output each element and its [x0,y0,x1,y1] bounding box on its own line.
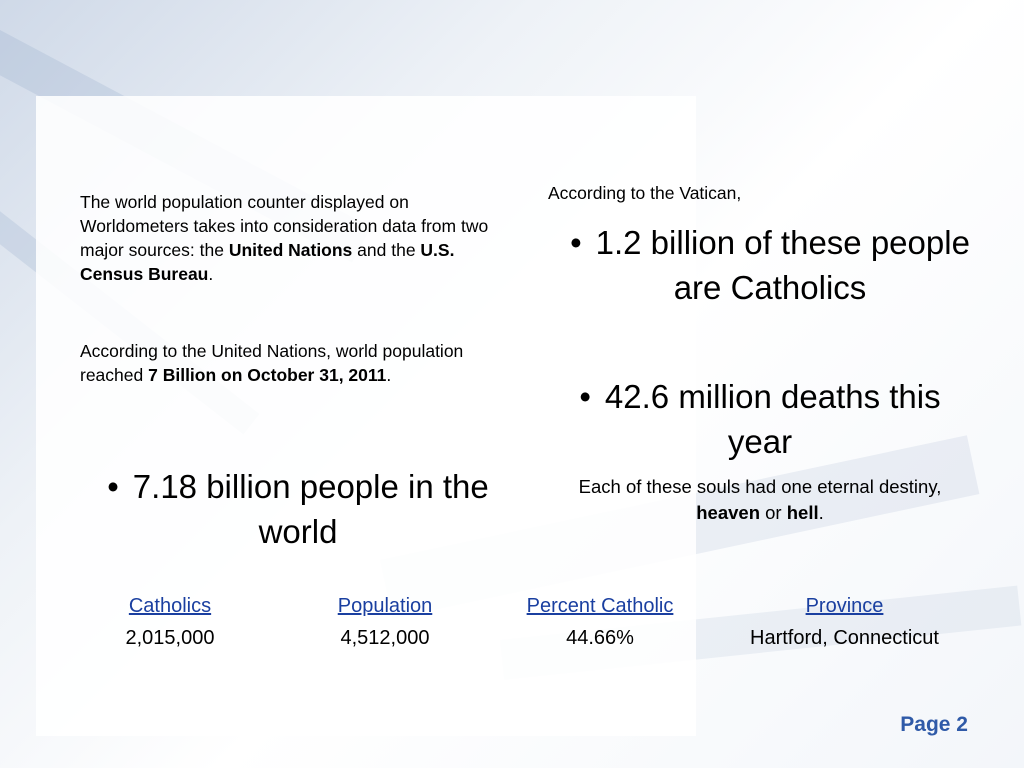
paragraph-text: . [386,365,392,385]
province-link[interactable]: Province [805,595,884,617]
bullet-icon: • [570,224,582,261]
intro-text: According to the Vatican, [548,183,742,203]
deaths-bullet [560,374,960,464]
census-bold: U.S. Census Bureau [80,240,455,284]
un-bold: United Nations [228,240,353,260]
bullet-text: 7.18 billion people in the world [132,468,489,550]
page-number: Page 2 [900,713,968,736]
catholics-value: 2,015,000 [125,627,215,649]
un-paragraph [80,339,500,387]
bullet-text: 1.2 billion of these people are Catholics [595,224,970,306]
population-link[interactable]: Population [337,595,433,617]
heaven-bold: heaven [696,502,760,523]
world-population-bullet [78,464,518,554]
percent-catholic-link[interactable]: Percent Catholic [526,595,674,617]
note-text: Each of these souls had one eternal destiny, [578,476,942,497]
paragraph-text: The world population counter displayed on Worldometers takes into consideration data from two major sources: the [80,192,489,260]
bullet-icon: • [579,378,591,415]
note-text: or [760,502,787,523]
vatican-intro [548,181,948,205]
bullet-icon: • [107,468,119,505]
stat-population [300,590,470,654]
destiny-note [565,474,955,526]
catholics-link[interactable]: Catholics [128,595,212,617]
stat-percent-catholic [495,590,705,654]
catholics-bullet [560,220,980,310]
paragraph-text: . [208,264,214,284]
stat-catholics [90,590,250,654]
paragraph-text: and the [352,240,421,260]
bullet-text: 42.6 million deaths this year [604,378,941,460]
hell-bold: hell [786,502,819,523]
date-bold: 7 Billion on October 31, 2011 [148,365,387,385]
stat-province [722,590,967,654]
note-text: . [818,502,824,523]
paragraph-text: According to the United Nations, world population reached [80,341,464,385]
population-value: 4,512,000 [340,627,430,649]
percent-catholic-value: 44.66% [566,627,634,649]
worldometers-paragraph [80,190,510,286]
province-value: Hartford, Connecticut [750,627,939,649]
